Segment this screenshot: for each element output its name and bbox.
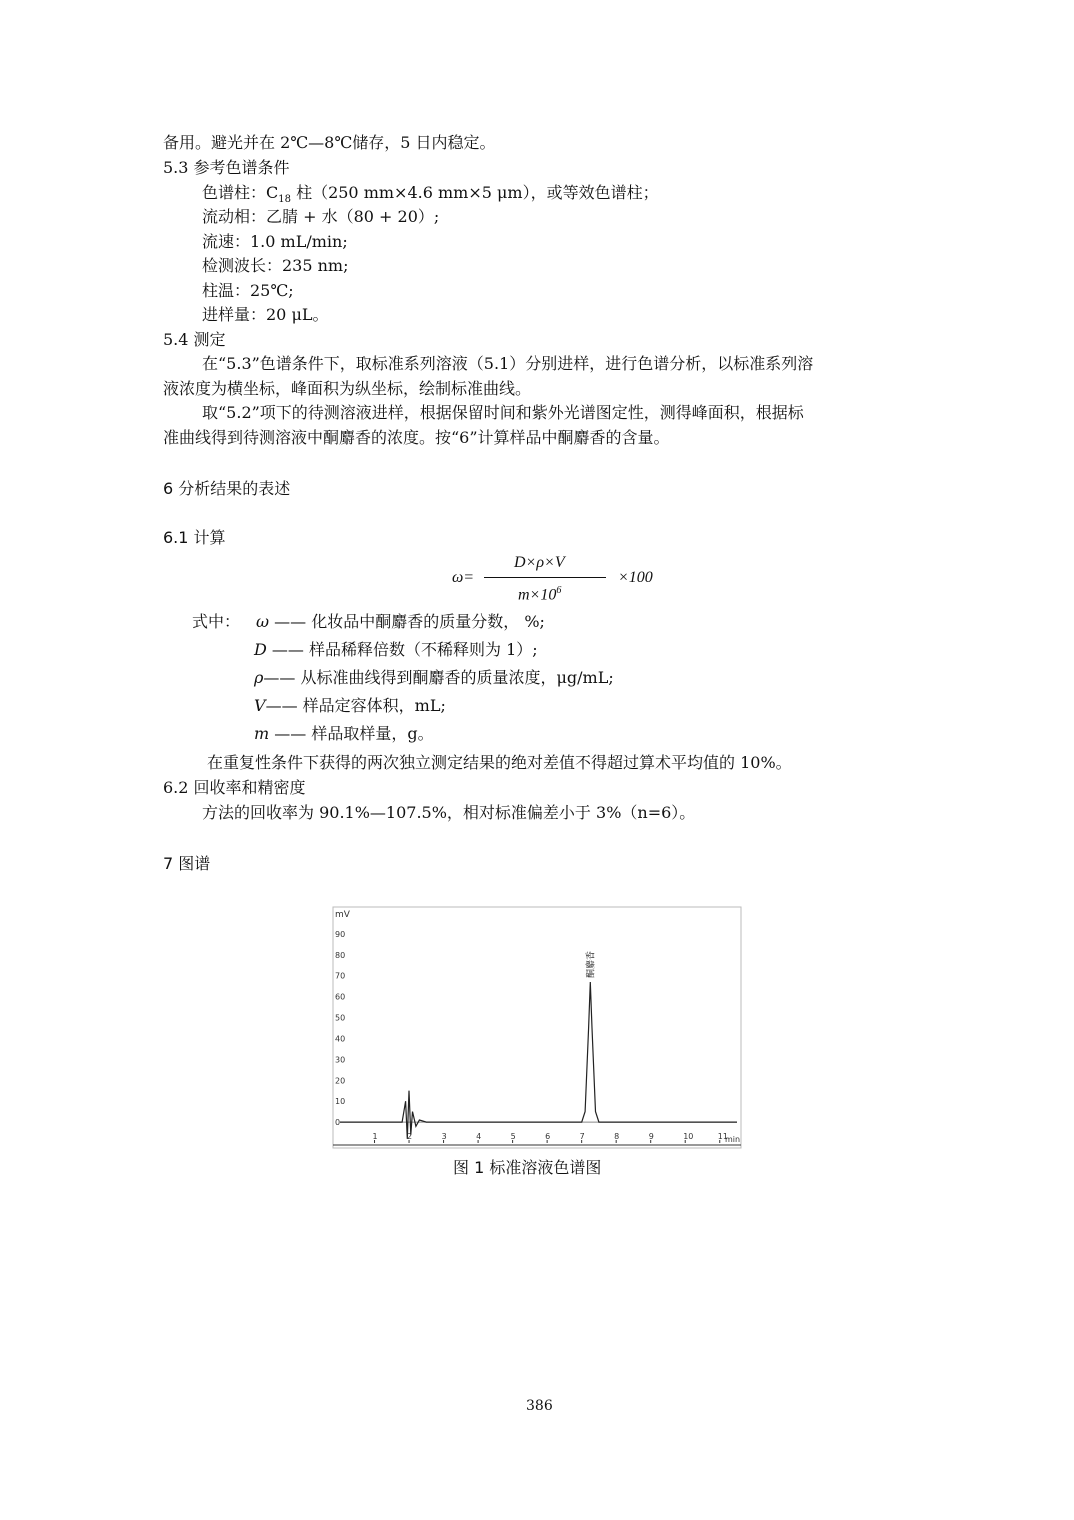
section-5-4-heading: 5.4 测定 xyxy=(163,330,226,349)
var-omega: ω —— 化妆品中酮麝香的质量分数， %; xyxy=(256,612,545,631)
x-tick-label: 3 xyxy=(441,1132,447,1141)
x-tick-label: 4 xyxy=(476,1132,482,1141)
y-tick-label: 70 xyxy=(335,971,346,981)
section-6-2-heading: 6.2 回收率和精密度 xyxy=(163,778,306,797)
section-5-3-heading: 5.3 参考色谱条件 xyxy=(163,158,290,177)
x-tick-label: 6 xyxy=(545,1132,551,1141)
x-tick-label: 8 xyxy=(614,1132,620,1141)
y-tick-label: 0 xyxy=(335,1118,341,1128)
y-axis-label: mV xyxy=(335,910,350,920)
y-tick-label: 10 xyxy=(335,1097,346,1107)
column-temp: 柱温：25℃; xyxy=(202,281,294,300)
injection-volume: 进样量：20 μL。 xyxy=(202,305,329,324)
recovery: 方法的回收率为 90.1%—107.5%，相对标准偏差小于 3%（n=6）。 xyxy=(202,803,696,822)
x-tick-label: 5 xyxy=(510,1132,516,1141)
wavelength: 检测波长：235 nm; xyxy=(202,256,349,275)
repeatability: 在重复性条件下获得的两次独立测定结果的绝对差值不得超过算术平均值的 10%。 xyxy=(207,753,792,772)
page-number: 386 xyxy=(526,1398,553,1414)
intro-line: 备用。避光并在 2℃—8℃储存，5 日内稳定。 xyxy=(163,133,496,152)
formula-lhs: ω= xyxy=(452,569,475,586)
x-tick-label: 2 xyxy=(407,1132,413,1141)
y-tick-label: 50 xyxy=(335,1013,346,1023)
y-tick-label: 60 xyxy=(335,992,346,1002)
column-spec: 色谱柱：$C_{18}$ 柱（250 mm×4.6 mm×5 μm），或等效色谱柱； xyxy=(202,183,659,206)
flow-rate: 流速：1.0 mL/min; xyxy=(202,232,348,251)
fraction-bar xyxy=(484,577,606,578)
formula-multiplier: ×100 xyxy=(618,569,653,586)
var-m: m —— 样品取样量，g。 xyxy=(254,724,434,743)
y-tick-label: 40 xyxy=(335,1034,346,1044)
section-6-heading: 6 分析结果的表述 xyxy=(163,479,291,498)
mobile-phase: 流动相：乙腈 + 水（80 + 20）; xyxy=(202,207,440,226)
chromatogram-chart xyxy=(330,905,744,1149)
section-6-1-heading: 6.1 计算 xyxy=(163,528,226,547)
chart-frame xyxy=(333,907,741,1148)
para1-line1: 在“5.3”色谱条件下，取标准系列溶液（5.1）分别进样，进行色谱分析，以标准系列溶 xyxy=(202,354,814,373)
y-tick-label: 20 xyxy=(335,1076,346,1086)
y-tick-label: 80 xyxy=(335,950,346,960)
y-tick-label: 30 xyxy=(335,1055,346,1065)
para2-line2: 准曲线得到待测溶液中酮麝香的浓度。按“6”计算样品中酮麝香的含量。 xyxy=(163,428,670,447)
var-rho: ρ—— 从标准曲线得到酮麝香的质量浓度，μg/mL; xyxy=(254,668,614,687)
section-7-heading: 7 图谱 xyxy=(163,854,211,873)
var-d: D —— 样品稀释倍数（不稀释则为 1）; xyxy=(254,640,538,659)
x-axis-unit: min xyxy=(725,1135,741,1144)
x-tick-label: 10 xyxy=(683,1132,694,1141)
peak-label: 酮麝香 xyxy=(586,950,597,978)
formula-numerator: D×ρ×V xyxy=(514,554,565,571)
x-tick-label: 9 xyxy=(648,1132,654,1141)
where-label: 式中： xyxy=(192,612,241,631)
y-tick-label: 90 xyxy=(335,929,346,939)
var-v: V—— 样品定容体积，mL; xyxy=(254,696,446,715)
para2-line1: 取“5.2”项下的待测溶液进样，根据保留时间和紫外光谱图定性，测得峰面积，根据标 xyxy=(202,403,804,422)
para1-line2: 液浓度为横坐标，峰面积为纵坐标，绘制标准曲线。 xyxy=(163,379,532,398)
figure-caption: 图 1 标准溶液色谱图 xyxy=(453,1158,602,1177)
x-tick-label: 7 xyxy=(579,1132,585,1141)
formula-denominator: $m\times 10^6$ xyxy=(518,585,562,604)
x-tick-label: 1 xyxy=(372,1132,378,1141)
x-tick-label: 11 xyxy=(717,1132,728,1141)
